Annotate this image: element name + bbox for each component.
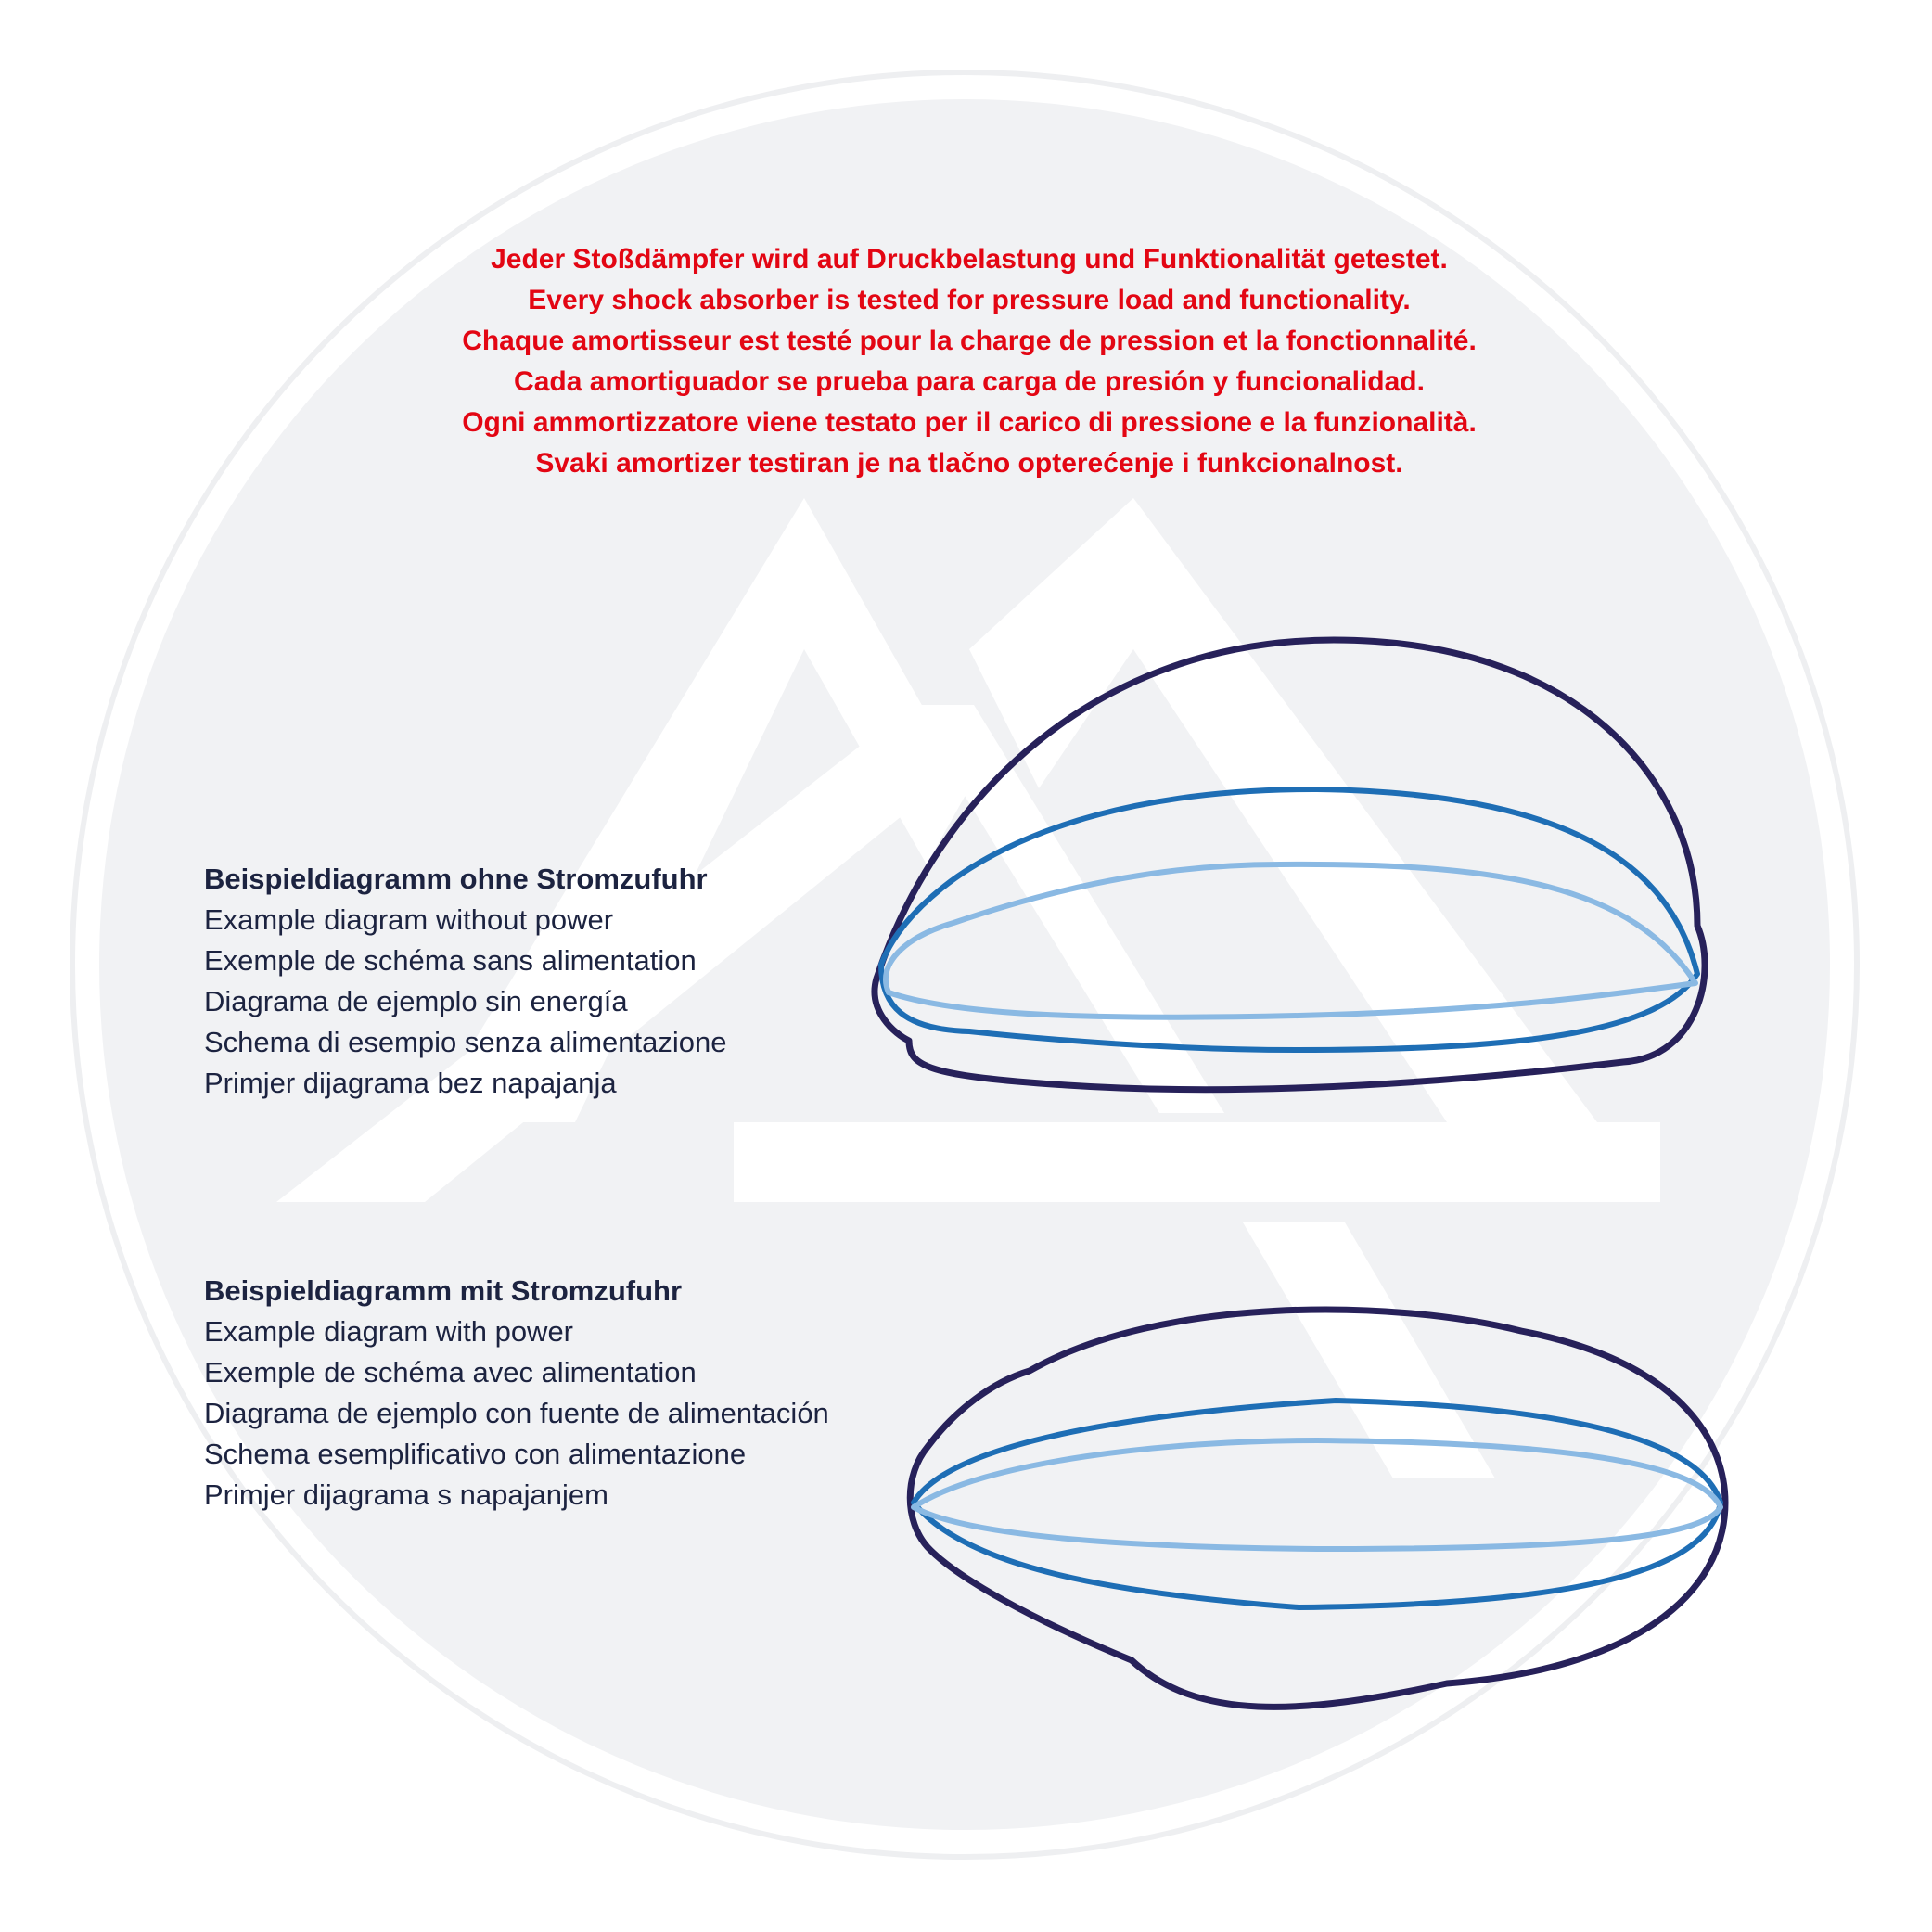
legend-label-fr: Exemple de schéma sans alimentation: [204, 944, 697, 977]
legend-label-it: Schema esemplificativo con alimentazione: [204, 1438, 747, 1470]
curve-mid-power: [914, 1401, 1721, 1607]
headline-line-en: Every shock absorber is tested for pressure load and functionality.: [528, 285, 1411, 315]
headline-line-fr: Chaque amortisseur est testé pour la charge de pression et la fonctionnalité.: [462, 326, 1477, 356]
legend-label-it: Schema di esempio senza alimentazione: [204, 1026, 727, 1058]
diagram-with-power: [910, 1310, 1725, 1707]
curve-light-power: [914, 1440, 1721, 1549]
diagram-without-power: [875, 640, 1705, 1090]
legend-label-es: Diagrama de ejemplo con fuente de alimentación: [204, 1397, 829, 1429]
legend-label-hr: Primjer dijagrama bez napajanja: [204, 1067, 617, 1099]
curve-dark-power: [910, 1310, 1725, 1707]
legend-label-fr: Exemple de schéma avec alimentation: [204, 1356, 697, 1388]
legend-label-de: Beispieldiagramm mit Stromzufuhr: [204, 1274, 683, 1307]
headline-line-es: Cada amortiguador se prueba para carga de presión y funcionalidad.: [514, 366, 1425, 397]
headline-line-de: Jeder Stoßdämpfer wird auf Druckbelastung und Funktionalität getestet.: [491, 244, 1448, 275]
legend-label-de: Beispieldiagramm ohne Stromzufuhr: [204, 863, 708, 895]
curve-light-no-power: [886, 864, 1695, 1017]
headline-line-it: Ogni ammortizzatore viene testato per il carico di pressione e la funzionalità.: [462, 407, 1477, 438]
legend-label-es: Diagrama de ejemplo sin energía: [204, 985, 628, 1017]
legend-label-en: Example diagram without power: [204, 903, 614, 936]
legend-label-hr: Primjer dijagrama s napajanjem: [204, 1478, 608, 1511]
headline-line-hr: Svaki amortizer testiran je na tlačno opterećenje i funkcionalnost.: [535, 448, 1403, 479]
legend-label-en: Example diagram with power: [204, 1315, 574, 1348]
